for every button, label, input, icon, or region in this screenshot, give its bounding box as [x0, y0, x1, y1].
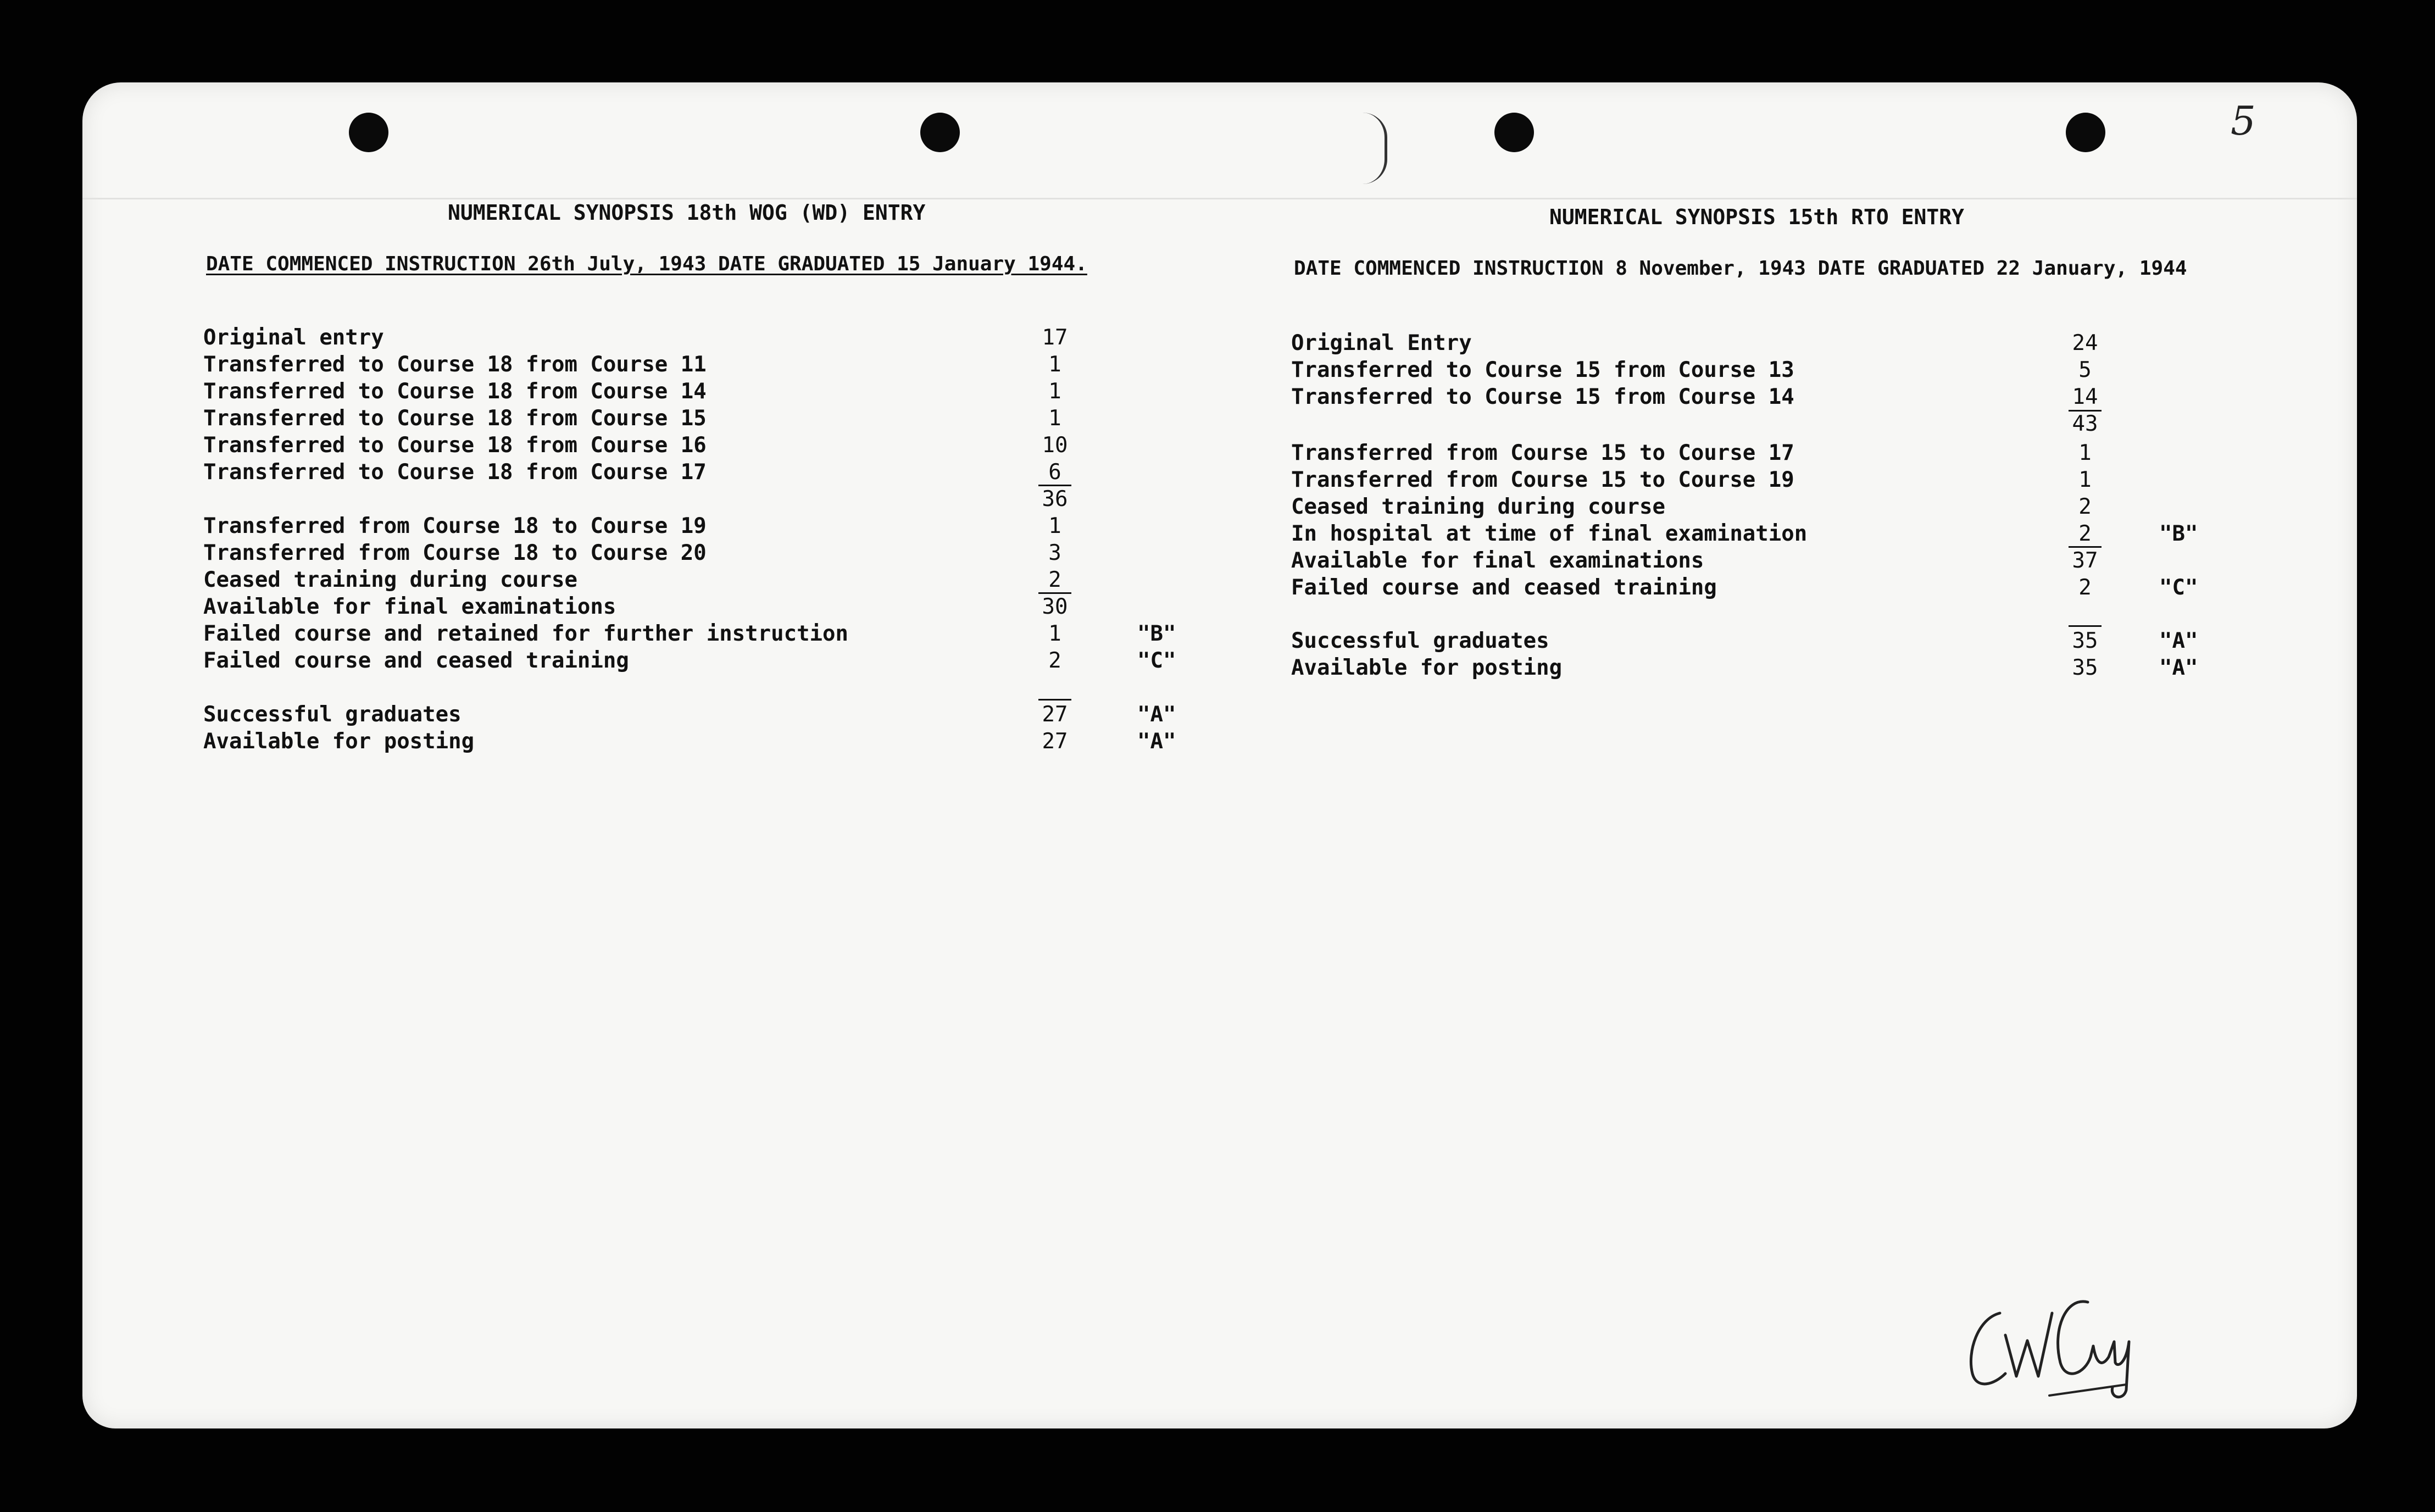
row-value: 1 [2078, 441, 2092, 465]
row-value: 1 [1048, 621, 1061, 646]
grade-badge: "C" [1137, 648, 1176, 673]
grade-badge: "B" [2159, 521, 2198, 546]
row-label: Transferred to Course 15 from Course 13 [1291, 358, 1794, 382]
row-label: Transferred from Course 18 to Course 19 [203, 514, 707, 538]
right-heading: NUMERICAL SYNOPSIS 15th RTO ENTRY [1549, 205, 1964, 229]
row-label: Transferred to Course 18 from Course 17 [203, 460, 707, 485]
handwritten-signature [1961, 1280, 2143, 1407]
row-value: 27 [1042, 702, 1068, 727]
row-label: Available for posting [203, 729, 475, 754]
row-label: Original Entry [1291, 331, 1472, 355]
subtotal-line [2069, 625, 2102, 627]
row-value: 3 [1048, 541, 1061, 565]
row-value: 37 [2072, 548, 2098, 573]
row-label: Transferred to Course 18 from Course 15 [203, 406, 707, 431]
grade-badge: "A" [2159, 655, 2198, 680]
row-value: 35 [2072, 629, 2098, 653]
row-value: 6 [1048, 460, 1061, 485]
row-value: 24 [2072, 331, 2098, 355]
row-label: Successful graduates [1291, 629, 1549, 653]
row-label: Transferred to Course 18 from Course 14 [203, 379, 707, 404]
left-synopsis-table [203, 324, 1247, 874]
row-value: 1 [2078, 468, 2092, 492]
row-label: In hospital at time of final examination [1291, 521, 1808, 546]
row-label: Available for final examinations [203, 594, 616, 619]
row-label: Transferred to Course 15 from Course 14 [1291, 385, 1794, 409]
row-label: Failed course and ceased training [203, 648, 629, 673]
row-value: 30 [1042, 594, 1068, 619]
grade-badge: "A" [2159, 629, 2198, 653]
row-label: Failed course and ceased training [1291, 575, 1717, 600]
grade-badge: "A" [1137, 702, 1176, 727]
row-label: Available for final examinations [1291, 548, 1704, 573]
row-label: Ceased training during course [1291, 494, 1665, 519]
punch-hole-icon [920, 113, 960, 152]
row-value: 14 [2072, 385, 2098, 409]
right-dates: DATE COMMENCED INSTRUCTION 8 November, 1943 DATE GRADUATED 22 January, 1944 [1294, 257, 2187, 280]
row-value: 1 [1048, 352, 1061, 377]
row-value: 2 [1048, 568, 1061, 592]
row-label: Available for posting [1291, 655, 1563, 680]
subtotal-value: 43 [2072, 412, 2098, 436]
row-value: 2 [1048, 648, 1061, 673]
row-label: Transferred from Course 15 to Course 19 [1291, 468, 1794, 492]
row-value: 10 [1042, 433, 1068, 458]
row-label: Original entry [203, 325, 384, 350]
row-value: 2 [2078, 575, 2092, 600]
row-value: 1 [1048, 379, 1061, 404]
row-label: Successful graduates [203, 702, 462, 727]
subtotal-line [1038, 699, 1071, 701]
top-rule [82, 198, 2357, 199]
row-label: Transferred from Course 15 to Course 17 [1291, 441, 1794, 465]
grade-badge: "B" [1137, 621, 1176, 646]
row-value: 2 [2078, 521, 2092, 546]
left-dates: DATE COMMENCED INSTRUCTION 26th July, 1943 DATE GRADUATED 15 January 1944. [206, 253, 1087, 275]
grade-badge: "C" [2159, 575, 2198, 600]
page-number: 5 [2231, 98, 2256, 144]
row-value: 1 [1048, 406, 1061, 431]
punch-hole-icon [2066, 113, 2105, 152]
row-label: Transferred from Course 18 to Course 20 [203, 541, 707, 565]
row-value: 27 [1042, 729, 1068, 754]
right-synopsis-table [1291, 330, 2335, 879]
punch-hole-icon [1494, 113, 1534, 152]
row-value: 17 [1042, 325, 1068, 350]
subtotal-value: 36 [1042, 487, 1068, 512]
row-label: Failed course and retained for further instruction [203, 621, 848, 646]
row-label: Transferred to Course 18 from Course 11 [203, 352, 707, 377]
row-value: 35 [2072, 655, 2098, 680]
row-value: 2 [2078, 494, 2092, 519]
row-label: Transferred to Course 18 from Course 16 [203, 433, 707, 458]
record-card [82, 82, 2357, 1428]
pen-mark-icon [1363, 113, 1387, 184]
row-value: 1 [1048, 514, 1061, 538]
punch-hole-icon [349, 113, 388, 152]
grade-badge: "A" [1137, 729, 1176, 754]
row-label: Ceased training during course [203, 568, 577, 592]
row-value: 5 [2078, 358, 2092, 382]
left-heading: NUMERICAL SYNOPSIS 18th WOG (WD) ENTRY [448, 201, 926, 225]
